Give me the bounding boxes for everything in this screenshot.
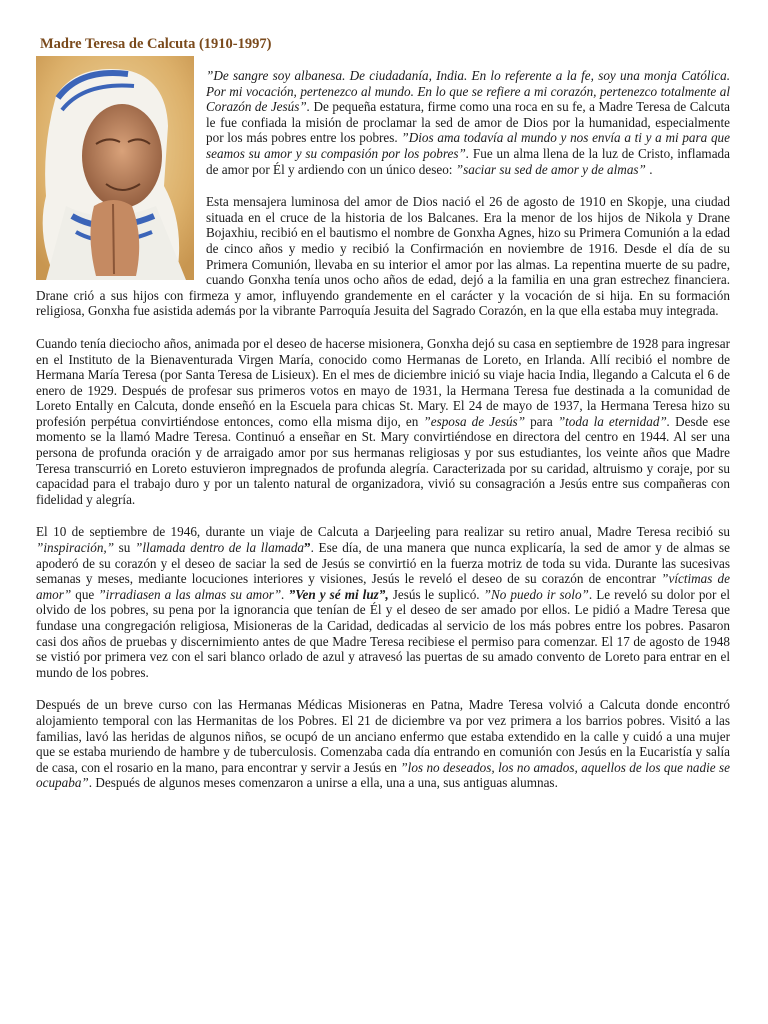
text-run: ”Ven y sé mi luz”,: [288, 586, 389, 602]
text-run: su: [114, 540, 136, 556]
text-run: ”víctimas de amor”: [36, 571, 731, 602]
paragraph: [36, 697, 730, 791]
text-run: ”: [304, 540, 311, 556]
text-run: Esta mensajera luminosa del amor de Dios nació el 26 de agosto de 1910 en Skopje, una ciudad situada en el cruce de la historia de los Balcanes. Era la menor de los hijos de Nikola y Drane Bojaxhiu, recibió en el bautismo el nombre de Gonxha Agnes, hizo su Primera Comunión a la edad de cinco años y medio y recibió la Confirmación en noviembre de 1916. Desde el día de su Primera Comunión, llevaba en su interior el amor por las almas. La repentina muerte de su padre, cuando Gonxha tenía unos ocho años de edad, dejó a la familia en una gran estrechez financiera. Drane crió a sus hijos con firmeza y amor, influyendo grandemente en el carácter y la vocación de si hija. En su formación religiosa, Gonxha fue asistida además por la vibrante Parroquía Jesuita del Sagrado Corazón, en la que ella estaba muy integrada.: [36, 194, 730, 319]
paragraph: [36, 524, 730, 680]
text-run: . Le reveló su dolor por el olvido de los pobres, su pena por la ignorancia que tenían de Él y el deseo de ser amado por ellos. Le pidió a Madre Teresa que fundase una congregación religiosa, Misioneras de la Caridad, dedicadas al servicio de los más pobres entre los pobres. Pasaron casi dos años de pruebas y discernimiento antes de que Madre Teresa recibiese el permiso para comenzar. El 17 de agosto de 1948 se vistió por primera vez con el sari blanco orlado de azul y atravesó las puertas de su amado convento de Loreto para entrar en el mundo de los pobres.: [36, 586, 730, 680]
text-run: ”inspiración,”: [36, 540, 115, 556]
text-run: Cuando tenía dieciocho años, animada por el deseo de hacerse misionera, Gonxha dejó su casa en septiembre de 1928 para ingresar en el Instituto de la Bienaventurada Virgen María, conocido como Hermanas de Loreto, en Irlanda. Allí recibió el nombre de Hermana María Teresa (por Santa Teresa de Lisieux). En el mes de diciembre inició su viaje hacia India, llegando a Calcuta el 6 de enero de 1929. Después de profesar sus primeros votos en mayo de 1931, la Hermana Teresa fue destinada a la comunidad de Loreto Entally en Calcuta, donde enseñó en la Escuela para chicas St. Mary. El 24 de mayo de 1937, la Hermana Teresa hizo su profesión perpétua convirtiéndose entonces, como ella misma dijo, en: [36, 335, 730, 429]
text-run: ”saciar su sed de amor y de almas”: [455, 161, 646, 177]
text-run: .: [645, 161, 653, 177]
paragraph: [36, 336, 730, 508]
text-run: ”esposa de Jesús”: [423, 413, 526, 429]
text-run: ”Dios ama todavía al mundo y nos envía a ti y a mi para que seamos su amor y su compasión por los pobres”.: [206, 130, 730, 161]
text-run: De pequeña estatura, firme como una roca en su fe, a Madre Teresa de Calcuta le fue confiada la misión de proclamar la sed de amor de Dios por la humanidad, especialmente por los más pobres entre los pobres.: [206, 99, 731, 146]
text-run: El 10 de septiembre de 1946, durante un viaje de Calcuta a Darjeeling para realizar su retiro anual, Madre Teresa recibió su: [36, 524, 730, 540]
text-run: . Ese día, de una manera que nunca explicaría, la sed de amor y de almas se apoderó de su corazón y el deseo de saciar la sed de Jesús se convirtió en la fuerza motriz de toda su vida. Durante las sucesivas semanas y meses, mediante locuciones interiores y visiones, Jesús le reveló el deseo de su corazón de encontrar: [36, 540, 730, 587]
text-run: ”irradiasen a las almas su amor”.: [98, 586, 285, 602]
page-title: Madre Teresa de Calcuta (1910-1997): [40, 36, 272, 52]
text-run: ”los no deseados, los no amados, aquellos de los que nadie se ocupaba”: [36, 759, 730, 791]
text-run: para: [525, 413, 558, 429]
text-run: Desde ese momento se la llamó Madre Teresa. Continuó a enseñar en St. Mary convirtiéndose en directora del centro en 1944. Al ser una persona de profunda oración y de arraigado amor por sus hermanas religiosas y por sus estudiantes, los veinte años que Madre Teresa transcurrió en Loreto estuvieron impregnados de profunda alegría. Caracterizada por su caridad, altruismo y coraje, por su capacidad para el trabajo duro y por un talento natural de organizadora, vivió su consagración a Jesús entre sus compañeras con fidelidad y alegría.: [36, 413, 730, 507]
text-run: que: [71, 586, 99, 602]
text-run: . Después de algunos meses comenzaron a unirse a ella, una a una, sus antiguas alumnas.: [88, 775, 558, 791]
text-run: ”llamada dentro de la llamada: [135, 540, 305, 556]
text-run: ”toda la eternidad”.: [557, 413, 671, 429]
text-run: Fue un alma llena de la luz de Cristo, inflamada de amor por Él y ardiendo con un único deseo:: [206, 145, 730, 177]
text-run: Después de un breve curso con las Hermanas Médicas Misioneras en Patna, Madre Teresa volvió a Calcuta donde encontró alojamiento temporal con las Hermanitas de los Pobres. El 21 de diciembre va por vez primera a los barrios pobres. Visitó a las familias, lavó las heridas de algunos niños, se ocupó de un anciano enfermo que estaba extendido en la calle y cuidó a una mujer que se estaba muriendo de hambre y de tuberculosis. Comenzaba cada día entrando en comunión con Jesús en la Eucaristía y salía de casa, con el rosario en la mano, para encontrar y servir a Jesús en: [36, 697, 730, 775]
text-run: ”De sangre soy albanesa. De ciudadanía, India. En lo referente a la fe, soy una monja Católica. Por mi vocación, pertenezco al mundo. En lo que se refiere a mi corazón, pertenezco totalmente al Corazón de Jesús”.: [206, 68, 730, 115]
article-body: [36, 68, 730, 791]
text-run: Jesús le suplicó.: [388, 586, 484, 602]
text-run: ”No puedo ir solo”: [483, 586, 589, 602]
